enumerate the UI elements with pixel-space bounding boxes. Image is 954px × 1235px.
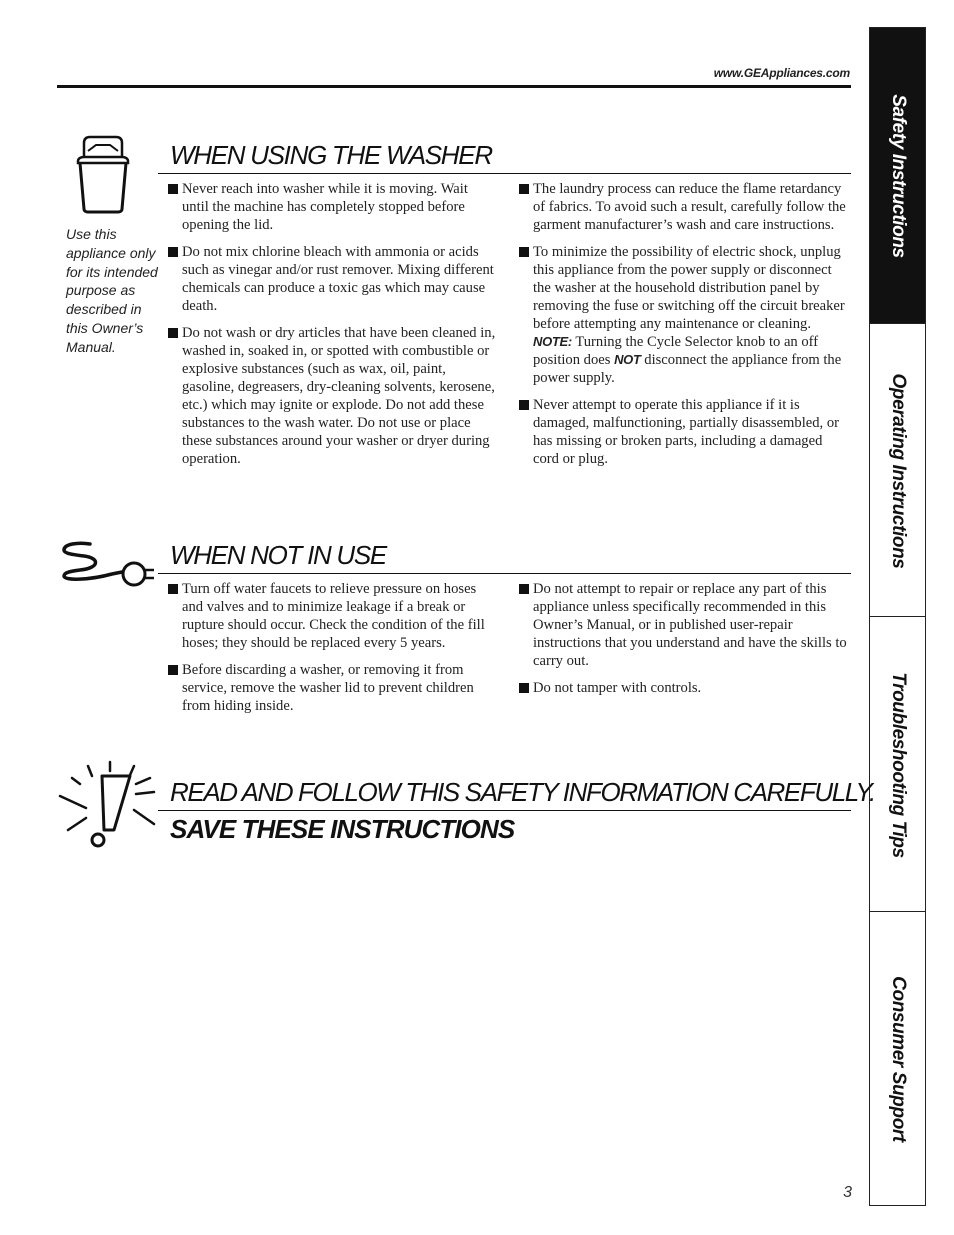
tab-label: Operating Instructions [887,373,909,568]
list-item [519,243,849,387]
section-rule [158,810,851,811]
list-item: Never reach into washer while it is moving. Wait until the machine has completely stopped before opening the lid. [168,180,498,234]
list-item: Before discarding a washer, or removing it from service, remove the washer lid to prevent children from hiding inside. [168,661,498,715]
note-text: disconnect the appliance from the power supply. [533,352,842,386]
section-tabs [869,27,926,1206]
washer-right-column [519,180,849,477]
washer-icon [72,133,134,215]
usage-sidenote: Use this appliance only for its intended purpose as described in this Owner’s Manual. [66,226,158,355]
website-url[interactable]: www.GEAppliances.com [713,66,850,80]
list-item: Turn off water faucets to relieve pressure on hoses and valves and to minimize leakage if a break or rupture should occur. Check the condition of the fill hoses; they should be replaced every 5 years. [168,580,498,652]
page-number: 3 [843,1184,852,1201]
washer-left-column [168,180,498,477]
list-item: The laundry process can reduce the flame retardancy of fabrics. To avoid such a result, carefully follow the garment manufacturer’s wash and care instructions. [519,180,849,234]
header-rule [57,85,851,88]
tab-safety-instructions[interactable] [869,27,926,325]
tab-label: Safety Instructions [887,94,909,258]
caution-exclamation-icon [58,762,158,852]
tab-operating-instructions[interactable] [869,323,926,618]
list-item: Do not tamper with controls. [519,679,849,697]
tab-consumer-support[interactable] [869,911,926,1206]
tab-label: Troubleshooting Tips [887,671,909,858]
tab-label: Consumer Support [887,975,909,1142]
not-in-use-right-column [519,580,849,706]
list-item: Do not wash or dry articles that have been cleaned in, washed in, soaked in, or spotted with combustible or explosive substances (such as wax, oil, paint, gasoline, degreasers, dry-cleaning solvents, kerosene, etc.) which may ignite or explode. Do not add these substances to the wash water. Do not use or place these substances around your washer or dryer during operation. [168,324,498,468]
note-label: NOTE: [533,334,572,349]
list-item: Do not mix chlorine bleach with ammonia or acids such as vinegar and/or rust remover. Mixing different chemicals can produce a toxic gas which may cause death. [168,243,498,315]
list-item: Never attempt to operate this appliance if it is damaged, malfunctioning, partially disassembled, or has missing or broken parts, including a damaged cord or plug. [519,396,849,468]
note-emphasis: NOT [614,352,641,367]
list-item-text: To minimize the possibility of electric shock, unplug this appliance from the power supply or disconnect the washer at the household distribution panel by removing the fuse or switching off the circuit breaker before attempting any maintenance or cleaning. [533,244,845,332]
section-title-using-washer: WHEN USING THE WASHER [170,140,492,170]
save-instructions-heading: SAVE THESE INSTRUCTIONS [170,814,515,844]
read-safety-heading: READ AND FOLLOW THIS SAFETY INFORMATION CAREFULLY. [170,777,875,807]
power-plug-icon [60,538,156,586]
note-text: Turning the Cycle Selector knob to an off position does [533,334,819,368]
list-item: Do not attempt to repair or replace any part of this appliance unless specifically recommended in this Owner’s Manual, or in published user-repair instructions that you understand and have the skills to carry out. [519,580,849,670]
section-rule [158,573,851,574]
not-in-use-left-column [168,580,498,724]
tab-troubleshooting-tips[interactable] [869,616,926,913]
section-title-not-in-use: WHEN NOT IN USE [170,540,386,570]
section-rule [158,173,851,174]
